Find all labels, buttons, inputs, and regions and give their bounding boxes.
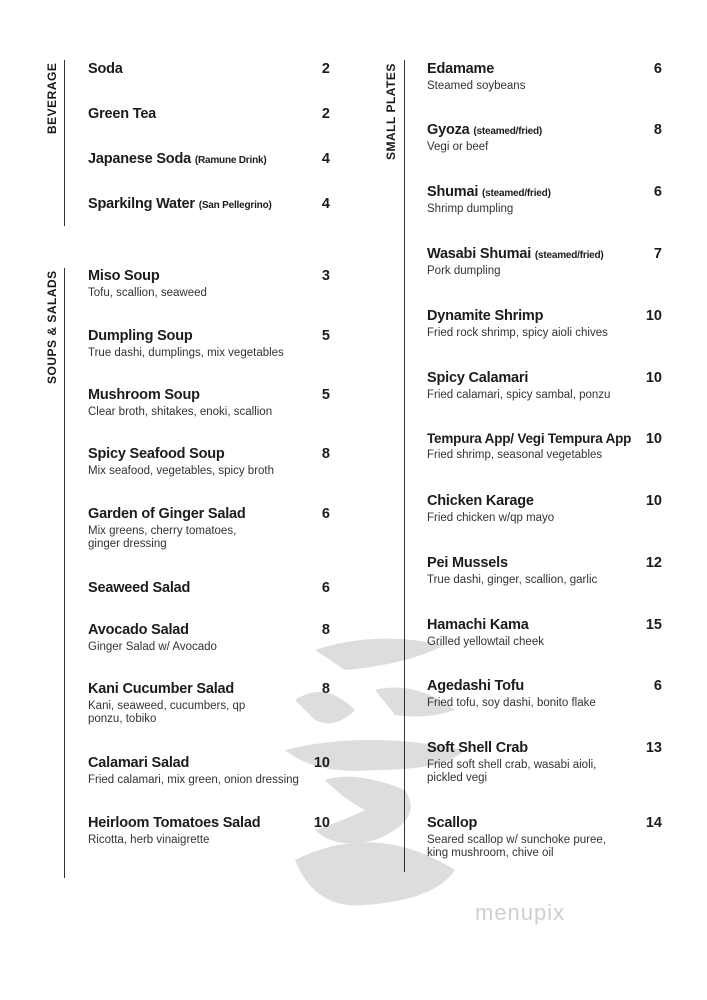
item-price: 2 — [321, 61, 330, 77]
item-description: Ricotta, herb vinaigrette — [88, 834, 210, 846]
item-name: Dumpling Soup — [88, 328, 193, 344]
menu-item — [88, 815, 260, 847]
item-name: Kani Cucumber Salad — [88, 681, 235, 697]
item-note: (Ramune Drink) — [194, 155, 267, 166]
section-label-small-plates: SMALL PLATES — [384, 63, 398, 160]
item-description: Fried shrimp, seasonal vegetables — [427, 449, 603, 461]
item-price: 10 — [313, 755, 330, 771]
item-price: 13 — [645, 740, 662, 756]
menu-item — [88, 151, 266, 167]
item-name: Garden of Ginger Salad — [88, 506, 246, 522]
item-description: Clear broth, shitakes, enoki, scallion — [88, 406, 273, 418]
item-description: Vegi or beef — [427, 141, 489, 153]
menu-item — [88, 622, 217, 654]
item-name: Edamame — [427, 61, 495, 77]
item-price: 8 — [321, 446, 330, 462]
menu-item — [427, 370, 610, 402]
item-name: Calamari Salad — [88, 755, 190, 771]
menu-item — [427, 815, 627, 860]
menu-item — [88, 61, 123, 77]
item-description: Seared scallop w/ sunchoke puree, king mushroom, chive oil — [427, 834, 606, 859]
item-price: 4 — [321, 151, 330, 167]
item-name: Gyoza — [427, 122, 470, 138]
item-name: Japanese Soda — [88, 151, 191, 167]
item-description: Pork dumpling — [427, 265, 501, 277]
item-price: 6 — [321, 506, 330, 522]
item-name: Agedashi Tofu — [427, 678, 525, 694]
item-name: Soft Shell Crab — [427, 740, 528, 756]
item-note: (steamed/fried) — [482, 188, 551, 199]
menu-item — [427, 61, 525, 93]
item-description: True dashi, ginger, scallion, garlic — [427, 574, 598, 586]
section-label-beverage: BEVERAGE — [45, 62, 59, 134]
menu-item — [88, 268, 207, 300]
item-note: (steamed/fried) — [534, 250, 604, 261]
item-description: Fried chicken w/qp mayo — [427, 512, 555, 524]
item-description: Fried calamari, spicy sambal, ponzu — [427, 389, 611, 401]
item-price: 12 — [645, 555, 662, 571]
item-name: Miso Soup — [88, 268, 160, 284]
item-price: 10 — [645, 493, 662, 509]
item-price: 8 — [653, 122, 662, 138]
item-description: Shrimp dumpling — [427, 203, 514, 215]
item-price: 10 — [645, 370, 662, 386]
item-name: Mushroom Soup — [88, 387, 200, 403]
item-description: Kani, seaweed, cucumbers, qp ponzu, tobiko — [88, 700, 246, 725]
item-name: Soda — [88, 61, 123, 77]
item-price: 2 — [321, 106, 330, 122]
item-description: Mix greens, cherry tomatoes, ginger dressing — [88, 525, 237, 550]
item-price: 6 — [653, 678, 662, 694]
item-price: 10 — [645, 431, 662, 447]
item-price: 3 — [321, 268, 330, 284]
item-description: Steamed soybeans — [427, 80, 526, 92]
item-price: 5 — [321, 328, 330, 344]
menu-item — [427, 740, 622, 785]
menu-item — [427, 308, 608, 340]
item-name: Pei Mussels — [427, 555, 508, 571]
item-price: 10 — [645, 308, 662, 324]
menu-item — [88, 580, 190, 596]
menu-item — [427, 555, 597, 587]
item-name: Sparkilng Water — [88, 196, 195, 212]
menu-item — [427, 617, 544, 649]
item-description: True dashi, dumplings, mix vegetables — [88, 347, 284, 359]
item-name: Seaweed Salad — [88, 580, 191, 596]
item-name: Tempura App/ Vegi Tempura App — [427, 431, 632, 446]
menu-item — [88, 196, 272, 212]
item-price: 5 — [321, 387, 330, 403]
menu-item — [88, 446, 274, 478]
item-price: 7 — [653, 246, 662, 262]
item-description: Ginger Salad w/ Avocado — [88, 641, 217, 653]
item-price: 15 — [645, 617, 662, 633]
item-price: 8 — [321, 681, 330, 697]
item-name: Wasabi Shumai — [427, 246, 532, 262]
soups-salads-divider — [64, 268, 65, 878]
item-note: (San Pellegrino) — [198, 200, 272, 211]
menu-item — [427, 184, 551, 216]
item-price: 10 — [313, 815, 330, 831]
item-note: (steamed/fried) — [473, 126, 543, 137]
menu-item — [88, 106, 156, 122]
item-description: Fried calamari, mix green, onion dressing — [88, 774, 299, 786]
item-name: Green Tea — [88, 106, 157, 122]
item-description: Mix seafood, vegetables, spicy broth — [88, 465, 275, 477]
menu-item — [88, 681, 248, 726]
section-label-soups-salads: SOUPS & SALADS — [45, 270, 59, 384]
menu-item — [427, 431, 631, 462]
menu-item — [88, 387, 272, 419]
item-price: 6 — [653, 61, 662, 77]
item-name: Dynamite Shrimp — [427, 308, 544, 324]
item-name: Scallop — [427, 815, 478, 831]
item-description: Fried soft shell crab, wasabi aioli, pickled vegi — [427, 759, 597, 784]
menu-item — [427, 122, 542, 154]
item-name: Heirloom Tomatoes Salad — [88, 815, 261, 831]
item-description: Fried tofu, soy dashi, bonito flake — [427, 697, 596, 709]
menu-item — [88, 755, 299, 787]
menu-item — [88, 328, 284, 360]
item-name: Spicy Seafood Soup — [88, 446, 225, 462]
item-name: Shumai — [427, 184, 479, 200]
menu-item — [427, 246, 604, 278]
beverage-divider — [64, 60, 65, 226]
item-price: 6 — [653, 184, 662, 200]
item-price: 6 — [321, 580, 330, 596]
item-name: Avocado Salad — [88, 622, 189, 638]
menu-item — [427, 493, 554, 525]
item-description: Fried rock shrimp, spicy aioli chives — [427, 327, 608, 339]
menu-item — [427, 678, 596, 710]
item-description: Grilled yellowtail cheek — [427, 636, 544, 648]
item-description: Tofu, scallion, seaweed — [88, 287, 207, 299]
watermark-text: menupix — [475, 900, 566, 925]
item-name: Spicy Calamari — [427, 370, 529, 386]
menu-item — [88, 506, 263, 551]
item-price: 14 — [645, 815, 662, 831]
item-price: 4 — [321, 196, 330, 212]
item-name: Hamachi Kama — [427, 617, 529, 633]
item-name: Chicken Karage — [427, 493, 534, 509]
item-price: 8 — [321, 622, 330, 638]
